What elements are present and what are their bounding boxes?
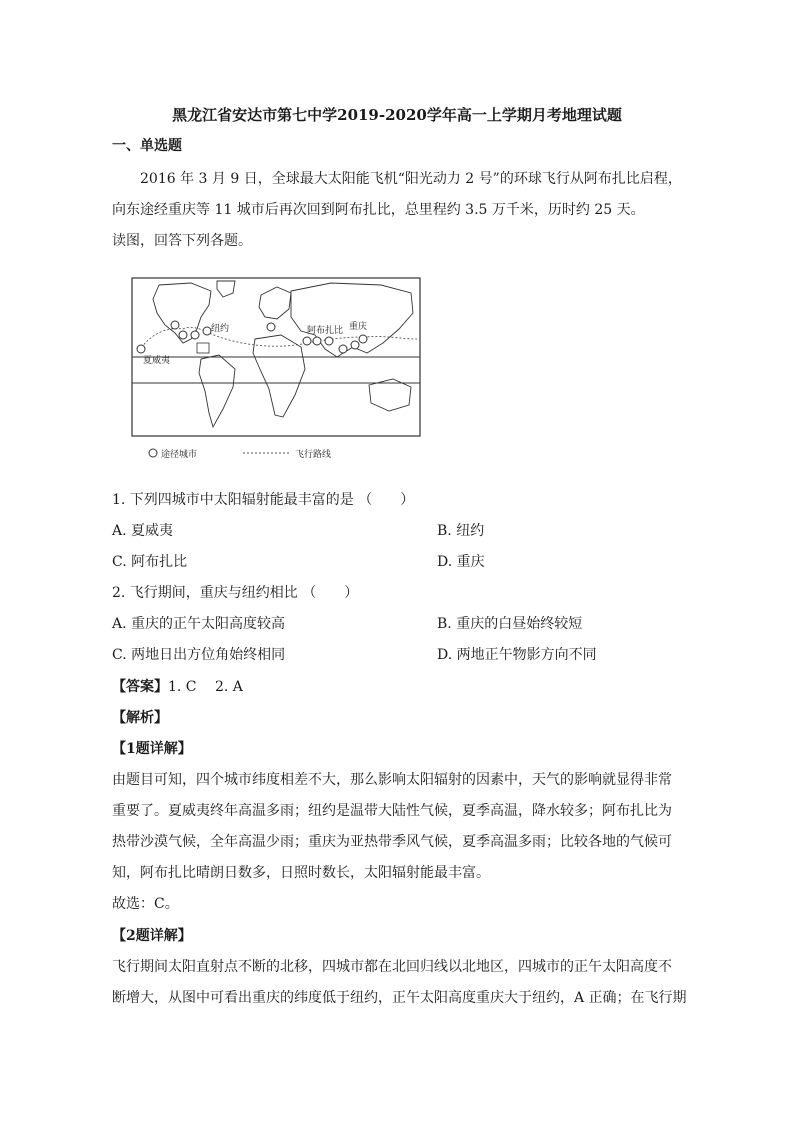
- label-abudhabi: 阿布扎比: [307, 326, 344, 336]
- analysis-label: 【解析】: [112, 710, 168, 726]
- question-1-stem: 1. 下列四城市中太阳辐射能最丰富的是 （ ）: [112, 492, 415, 508]
- question-2-option-c: C. 两地日出方位角始终相同: [112, 647, 286, 663]
- city-marker-3: [179, 331, 187, 339]
- city-marker-7: [303, 337, 311, 345]
- label-chongqing: 重庆: [349, 322, 368, 332]
- city-chongqing-marker: [359, 335, 367, 343]
- intro-line-1: 2016 年 3 月 9 日，全球最大太阳能飞机“阳光动力 2 号”的环球飞行从阿布扎比启程，: [140, 171, 682, 187]
- detail-1-line-4: 知，阿布扎比晴朗日数多，日照时数长，太阳辐射能最丰富。: [112, 865, 490, 881]
- question-1-option-d: D. 重庆: [437, 554, 485, 570]
- detail-1-line-1: 由题目可知，四个城市纬度相差不大，那么影响太阳辐射的因素中，天气的影响就显得非常: [112, 772, 672, 788]
- label-newyork: 纽约: [211, 324, 230, 334]
- detail-1-line-3: 热带沙漠气候，全年高温少雨；重庆为亚热带季风气候，夏季高温多雨；比较各地的气候可: [112, 834, 672, 850]
- intro-line-2: 向东途经重庆等 11 城市后再次回到阿布扎比，总里程约 3.5 万千米，历时约 25 天。: [112, 202, 645, 218]
- detail-2-label: 【2题详解】: [112, 928, 192, 944]
- legend-route-label: 飞行路线: [295, 450, 332, 460]
- question-1-option-b: B. 纽约: [437, 523, 485, 539]
- legend-city-icon: [149, 449, 157, 457]
- question-2-option-a: A. 重庆的正午太阳高度较高: [112, 616, 286, 632]
- city-marker-11: [351, 341, 359, 349]
- question-2-option-b: B. 重庆的白昼始终较短: [437, 616, 583, 632]
- question-2-option-d: D. 两地正午物影方向不同: [437, 647, 597, 663]
- city-marker-9: [325, 337, 333, 345]
- question-1-option-a: A. 夏威夷: [112, 523, 174, 539]
- city-marker-2: [171, 321, 179, 329]
- detail-1-label: 【1题详解】: [112, 741, 192, 757]
- world-map-figure: [131, 277, 423, 463]
- city-marker-6: [267, 323, 275, 331]
- intro-line-3: 读图，回答下列各题。: [112, 233, 252, 249]
- section-heading: 一、单选题: [112, 138, 182, 154]
- city-abudhabi-marker: [313, 337, 321, 345]
- detail-2-line-1: 飞行期间太阳直射点不断的北移，四城市都在北回归线以北地区，四城市的正午太阳高度不: [112, 959, 672, 975]
- question-2-stem: 2. 飞行期间，重庆与纽约相比 （ ）: [112, 585, 359, 601]
- detail-1-choice: 故选：C。: [112, 896, 179, 912]
- answer-text: 1. C 2. A: [168, 679, 243, 695]
- city-marker-10: [339, 345, 347, 353]
- detail-1-line-2: 重要了。夏威夷终年高温多雨；纽约是温带大陆性气候，夏季高温，降水较多；阿布扎比为: [112, 803, 672, 819]
- label-hawaii: 夏威夷: [143, 356, 171, 366]
- city-hawaii-marker: [137, 345, 145, 353]
- page-title: 黑龙江省安达市第七中学2019-2020学年高一上学期月考地理试题: [172, 106, 622, 124]
- legend-city-label: 途径城市: [161, 450, 198, 460]
- answer-label: 【答案】: [112, 679, 168, 695]
- question-1-option-c: C. 阿布扎比: [112, 554, 188, 570]
- detail-2-line-2: 断增大，从图中可看出重庆的纬度低于纽约，正午太阳高度重庆大于纽约，A 正确；在飞行期: [112, 990, 687, 1006]
- city-marker-4: [191, 331, 199, 339]
- answer-row: [112, 676, 243, 696]
- city-newyork-marker: [203, 327, 211, 335]
